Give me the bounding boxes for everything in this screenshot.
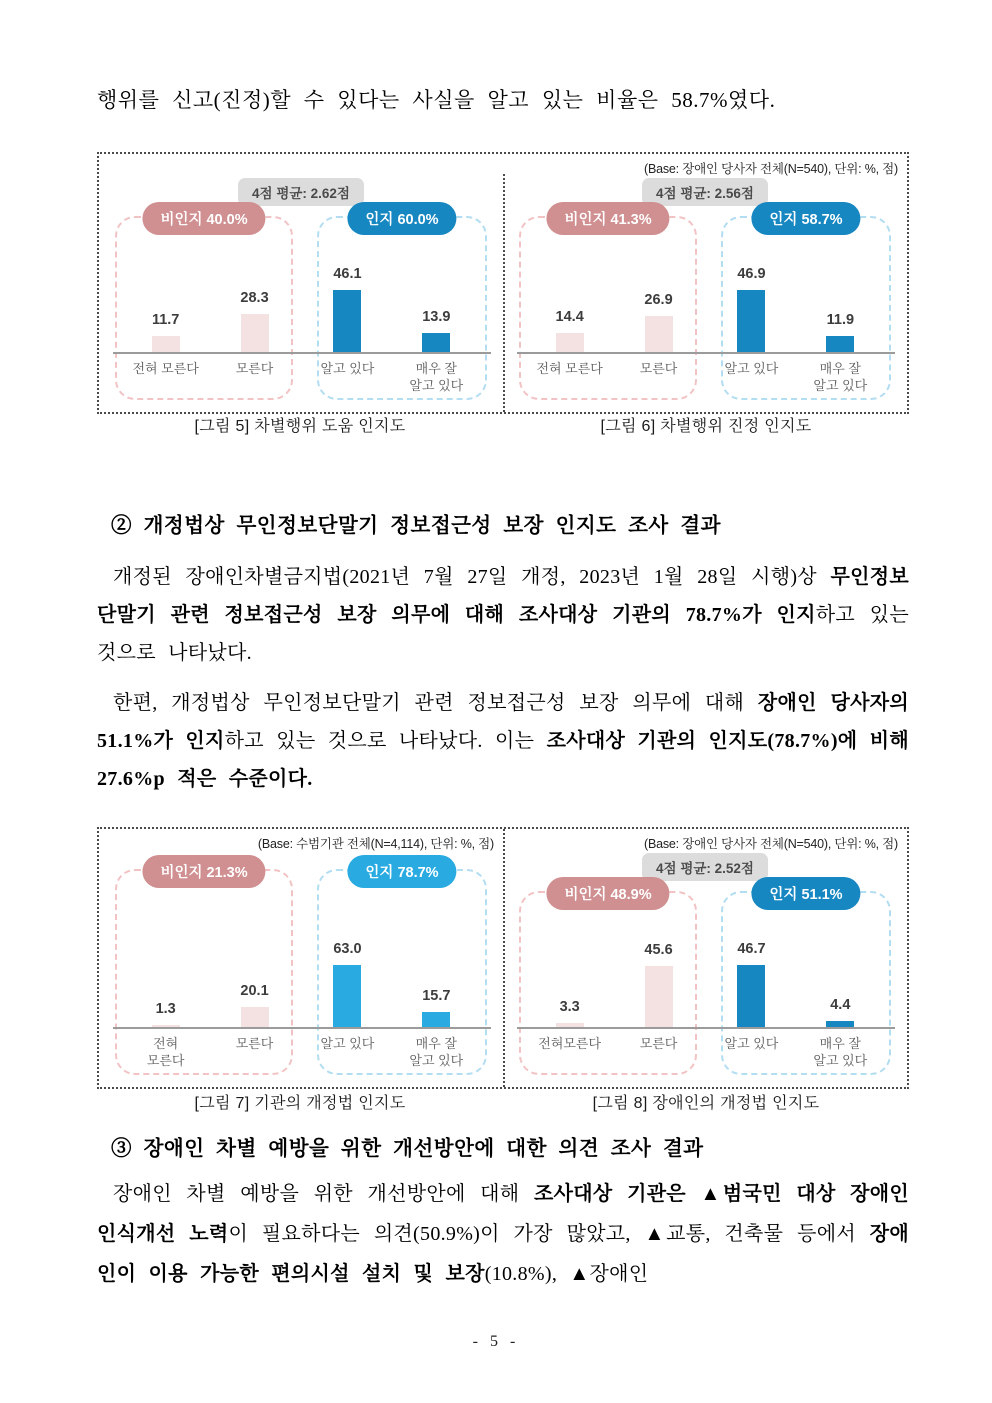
chart-figure-6 [503, 154, 907, 412]
bar-value-label: 46.9 [737, 266, 766, 282]
x-axis-label: 매우 잘 알고 있다 [409, 361, 464, 393]
bar [645, 316, 673, 352]
x-axis-label: 알고 있다 [320, 361, 375, 376]
chart-figure-8 [503, 829, 907, 1087]
bar-value-label: 3.3 [559, 999, 580, 1015]
bar-value-label: 20.1 [240, 983, 269, 999]
bar-value-label: 13.9 [422, 309, 451, 325]
bar-value-label: 46.1 [333, 266, 362, 282]
chart-base-note: (Base: 장애인 당사자 전체(N=540), 단위: %, 점) [644, 162, 898, 176]
bar [333, 290, 361, 352]
bar [152, 336, 180, 352]
page-number: - 5 - [472, 1333, 520, 1350]
bar [826, 336, 854, 352]
unaware-badge: 비인지 21.3% [142, 855, 265, 888]
bar-value-label: 63.0 [333, 941, 362, 957]
section-2-paragraph-1 [97, 558, 909, 672]
bar [152, 1025, 180, 1027]
x-axis-line [517, 352, 895, 354]
unaware-badge: 비인지 48.9% [546, 877, 669, 910]
figure-box-7-8 [97, 827, 909, 1089]
bar-value-label: 28.3 [240, 290, 269, 306]
bar-value-label: 45.6 [644, 942, 673, 958]
bar-value-label: 46.7 [737, 941, 766, 957]
emphasized-text: 조사대상 기관의 인지도(78.7%)에 비해 27.6%p 적은 수준이다. [97, 730, 909, 790]
bar-value-label: 11.9 [826, 312, 855, 328]
emphasized-text: 장애인 당사자의 51.1%가 인지 [97, 692, 909, 752]
bar-value-label: 14.4 [555, 309, 584, 325]
x-axis-label: 매우 잘 알고 있다 [409, 1036, 464, 1068]
text-run: 장애인 차별 예방을 위한 개선방안에 대해 [113, 1183, 535, 1205]
chart-base-note: (Base: 수범기관 전체(N=4,114), 단위: %, 점) [257, 837, 494, 851]
section-2-paragraph-2 [97, 684, 909, 798]
figure-8-caption: [그림 8] 장애인의 개정법 인지도 [592, 1095, 820, 1112]
bar [333, 965, 361, 1027]
emphasized-text: 무인정보단말기 관련 정보접근성 보장 의무에 대해 조사대상 기관의 78.7%가 인지 [97, 566, 909, 626]
bar-value-label: 15.7 [422, 988, 451, 1004]
bar [645, 966, 673, 1027]
emphasized-text: 장애인이 이용 가능한 편의시설 설치 및 보장 [97, 1223, 909, 1285]
x-axis-label: 전혀모른다 [538, 1036, 602, 1051]
aware-badge: 인지 60.0% [347, 202, 456, 235]
section-3-heading: ③ 장애인 차별 예방을 위한 개선방안에 대한 의견 조사 결과 [111, 1138, 704, 1160]
x-axis-label: 알고 있다 [724, 1036, 779, 1051]
figure-7-caption: [그림 7] 기관의 개정법 인지도 [194, 1095, 406, 1112]
figure-box-5-6 [97, 152, 909, 414]
bar [556, 1023, 584, 1027]
average-score-badge: 4점 평균: 2.62점 [238, 178, 364, 206]
x-axis-line [517, 1027, 895, 1029]
emphasized-text: 조사대상 기관은 ▲범국민 대상 장애인 인식개선 노력 [97, 1183, 909, 1245]
bar [826, 1021, 854, 1027]
unaware-badge: 비인지 41.3% [546, 202, 669, 235]
x-axis-label: 전혀 모른다 [536, 361, 603, 376]
x-axis-label: 모른다 [639, 361, 678, 376]
figure-5-caption: [그림 5] 차별행위 도움 인지도 [194, 418, 406, 435]
x-axis-label: 매우 잘 알고 있다 [813, 361, 868, 393]
bar [556, 333, 584, 352]
bar [422, 1012, 450, 1027]
bar [422, 333, 450, 352]
text-run: 하고 있는 것으로 나타났다. 이는 [224, 730, 547, 752]
text-run: 이 필요하다는 의견(50.9%)이 가장 많았고, ▲교통, 건축물 등에서 [228, 1223, 870, 1245]
average-score-badge: 4점 평균: 2.56점 [642, 178, 768, 206]
chart-base-note: (Base: 장애인 당사자 전체(N=540), 단위: %, 점) [644, 837, 898, 851]
section-3-paragraph [97, 1174, 909, 1294]
x-axis-label: 모른다 [235, 1036, 274, 1051]
average-score-badge: 4점 평균: 2.52점 [642, 853, 768, 881]
aware-badge: 인지 51.1% [751, 877, 860, 910]
bar [241, 314, 269, 352]
bar-value-label: 4.4 [830, 997, 851, 1013]
text-run: 개정된 장애인차별금지법(2021년 7월 27일 개정, 2023년 1월 28일 시행)상 [113, 566, 831, 588]
figure-captions-row-2 [97, 1090, 909, 1113]
chart-figure-7 [99, 829, 503, 1087]
bar [241, 1007, 269, 1027]
text-run: 한편, 개정법상 무인정보단말기 관련 정보접근성 보장 의무에 대해 [113, 692, 758, 714]
bar-value-label: 11.7 [151, 312, 180, 328]
aware-badge: 인지 78.7% [347, 855, 456, 888]
text-run: 하고 있는 것으로 나타났다. [97, 604, 909, 664]
bar [737, 290, 765, 352]
x-axis-label: 알고 있다 [320, 1036, 375, 1051]
x-axis-label: 모른다 [235, 361, 274, 376]
x-axis-label: 알고 있다 [724, 361, 779, 376]
figure-captions-row-1 [97, 413, 909, 436]
x-axis-label: 전혀 모른다 [146, 1036, 185, 1068]
figure-6-caption: [그림 6] 차별행위 진정 인지도 [600, 418, 812, 435]
x-axis-label: 매우 잘 알고 있다 [813, 1036, 868, 1068]
unaware-badge: 비인지 40.0% [142, 202, 265, 235]
x-axis-label: 모른다 [639, 1036, 678, 1051]
bar-value-label: 26.9 [644, 292, 673, 308]
section-2-heading: ② 개정법상 무인정보단말기 정보접근성 보장 인지도 조사 결과 [111, 515, 721, 537]
intro-paragraph: 행위를 신고(진정)할 수 있다는 사실을 알고 있는 비율은 58.7%였다. [97, 88, 776, 112]
text-run: (10.8%), ▲장애인 [484, 1263, 649, 1285]
chart-figure-5 [99, 154, 503, 412]
x-axis-label: 전혀 모른다 [132, 361, 199, 376]
bar-value-label: 1.3 [155, 1001, 176, 1017]
x-axis-line [113, 1027, 491, 1029]
x-axis-line [113, 352, 491, 354]
aware-badge: 인지 58.7% [751, 202, 860, 235]
bar [737, 965, 765, 1027]
